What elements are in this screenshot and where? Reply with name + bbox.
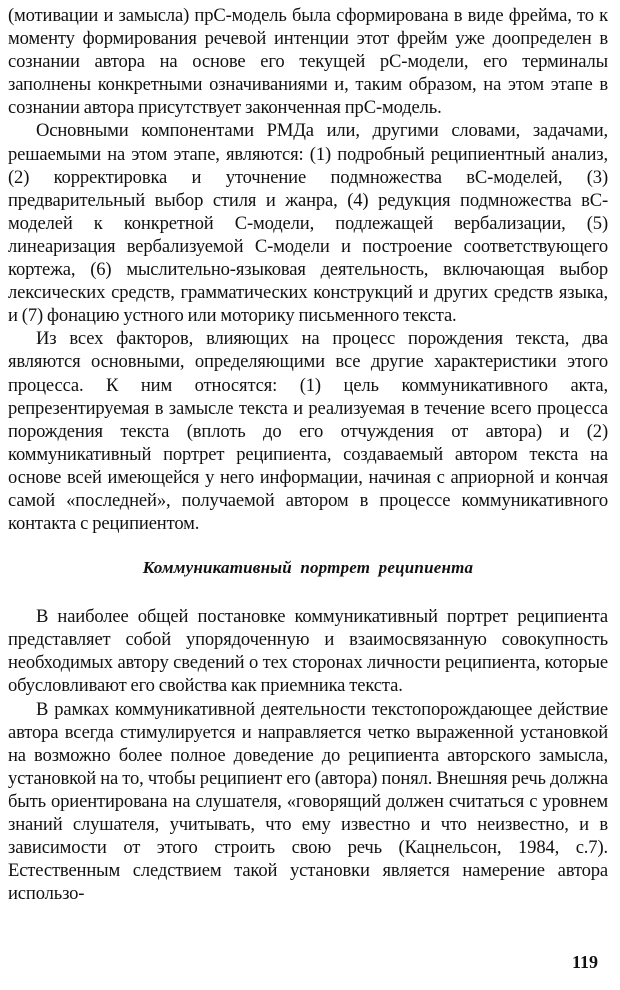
- paragraph-rmd-components: Основными компонентами РМДа или, другими словами, задачами, решаемыми на этом этапе, являются: (1) подробный реципиентный анализ, (2) корректировка и уточнение подмножества вС-моделей, (3) предварительный выбор стиля и жанра, (4) редукция подмножества вС-моделей к конкретной С-модели, подлежащей вербализации, (5) линеаризация вербализуемой С-модели и построение соответствующего кортежа, (6) мыслительно-языковая деятельность, включающая выбор лексических средств, грамматических конструкций и других средств языка, и (7) фонацию устного или моторику письменного текста.: [8, 120, 608, 327]
- paragraph-portrait-definition: В наиболее общей постановке коммуникативный портрет реципиента представляет собой упорядоченную и взаимосвязанную совокупность необходимых автору сведений о тех сторонах личности реципиента, которые обусловливают его свойства как приемника текста.: [8, 606, 608, 697]
- paragraph-main-factors: Из всех факторов, влияющих на процесс порождения текста, два являются основными, определяющими все другие характеристики этого процесса. К ним относятся: (1) цель коммуникативного акта, репрезентируемая в замысле текста и реализуемая в течение всего процесса порождения текста (вплоть до его отчуждения от автора) и (2) коммуникативный портрет реципиента, создаваемый автором текста на основе всей имеющейся у него информации, начиная с априорной и кончая самой «последней», получаемой автором в процессе коммуникативного контакта с реципиентом.: [8, 328, 608, 535]
- section-heading: Коммуникативный портрет реципиента: [142, 558, 474, 578]
- paragraph-continuation: (мотивации и замысла) прС-модель была сформирована в виде фрейма, то к моменту формирования речевой интенции этот фрейм уже доопределен в сознании автора на основе его текущей рС-модели, его терминалы заполнены конкретными означиваниями и, таким образом, на этом этапе в сознании автора присутствует законченная прС-модель.: [8, 5, 608, 119]
- paragraph-communicative-activity: В рамках коммуникативной деятельности текстопорождающее действие автора всегда стимулируется и направляется четко выраженной установкой на возможно более полное доведение до реципиента авторского замысла, установкой на то, чтобы реципиент его (автора) понял. Внешняя речь должна быть ориентирована на слушателя, «говорящий должен считаться с уровнем знаний слушателя, учитывать, что ему известно и что неизвестно, и в зависимости от этого строить свою речь (Кацнельсон, 1984, с.7). Естественным следствием такой установки является намерение автора использо-: [8, 698, 608, 905]
- page-number: 119: [571, 952, 598, 972]
